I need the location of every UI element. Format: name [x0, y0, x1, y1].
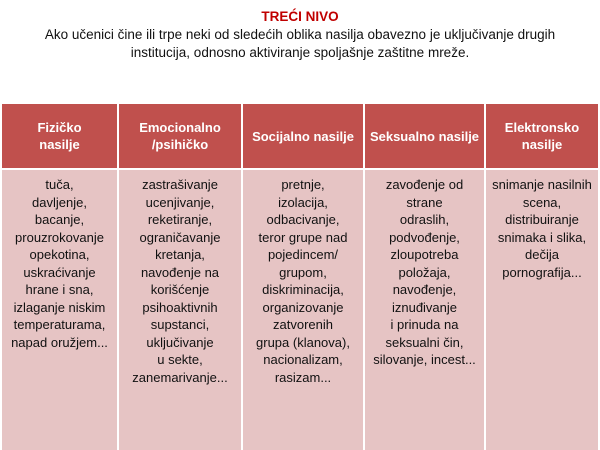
violence-types-table — [2, 104, 598, 450]
column-header-text: nasilje — [521, 137, 563, 152]
list-item: napad oružjem... — [11, 334, 108, 350]
list-item: snimanje nasilnih — [492, 177, 592, 192]
list-item: prouzrokovanje — [15, 229, 104, 245]
column-header-text: Socijalno nasilje — [252, 128, 354, 144]
list-item: tuča, — [45, 177, 74, 192]
list-item: temperaturama, — [13, 317, 106, 332]
slide-title: TREĆI NIVO — [261, 9, 339, 24]
column-header-seksualno-nasilje — [365, 104, 486, 168]
column-header-text: Fizičko — [37, 120, 82, 135]
column-header-fizicko-nasilje — [2, 104, 119, 168]
column-body-socijalno-nasilje — [243, 168, 365, 450]
list-item: zavođenje od — [385, 177, 464, 192]
list-item: hrane i sna, — [25, 282, 94, 297]
list-item: psihoaktivnih — [142, 299, 218, 315]
list-item: položaja, — [398, 264, 451, 280]
column-body-seksualno-nasilje — [365, 168, 486, 450]
list-item: strane — [406, 194, 443, 210]
list-item: izlaganje niskim — [13, 299, 106, 315]
column-header-text: /psihičko — [151, 137, 209, 152]
list-item: opekotina, — [29, 247, 90, 262]
list-item: zanemarivanje... — [132, 369, 228, 385]
list-item: silovanje, incest... — [373, 352, 476, 367]
list-item: pornografija... — [502, 264, 582, 280]
list-item: grupom, — [279, 264, 327, 280]
list-item: nacionalizam, — [263, 352, 343, 367]
list-item: distribuiranje — [505, 212, 579, 227]
column-body-fizicko-nasilje — [2, 168, 119, 450]
list-item: diskriminacija, — [262, 282, 344, 297]
column-header-text: Emocionalno — [139, 120, 221, 135]
column-body-emocionalno-psihicko — [119, 168, 243, 450]
list-item: supstanci, — [150, 317, 210, 332]
column-header-text: nasilje — [39, 137, 80, 152]
list-item: seksualni čin, — [385, 334, 464, 350]
list-item: teror grupe nad — [258, 229, 348, 245]
subtitle-line-1: Ako učenici čine ili trpe neki od sledećih oblika nasilja obavezno je uključivanje drugih — [44, 27, 556, 42]
list-item: rasizam... — [274, 369, 332, 385]
list-item: pojedincem/ — [267, 247, 339, 262]
subtitle-line-2: institucija, odnosno aktiviranje spoljašnje zaštitne mreže. — [130, 45, 470, 60]
list-item: iznuđivanje — [391, 299, 458, 315]
list-item: zatvorenih — [273, 317, 333, 332]
list-item: organizovanje — [262, 299, 344, 315]
list-item: zloupotreba — [390, 247, 459, 262]
list-item: uključivanje — [146, 334, 214, 350]
list-item: snimaka i slika, — [497, 229, 587, 245]
list-item: podvođenje, — [389, 229, 460, 245]
list-item: korišćenje — [150, 282, 210, 297]
column-header-emocionalno-psihicko — [119, 104, 243, 168]
column-header-text: Elektronsko — [504, 120, 580, 135]
column-header-text: Seksualno nasilje — [369, 128, 480, 144]
list-item: navođenje, — [392, 282, 457, 297]
list-item: pretnje, — [281, 177, 325, 192]
list-item: kretanja, — [155, 247, 205, 262]
column-header-elektronsko-nasilje — [486, 104, 598, 168]
list-item: u sekte, — [157, 352, 203, 367]
list-item: i prinuda na — [390, 317, 459, 332]
list-item: izolacija, — [278, 194, 328, 210]
list-item: scena, — [522, 194, 562, 210]
list-item: davljenje, — [32, 194, 87, 210]
column-header-socijalno-nasilje — [243, 104, 365, 168]
list-item: navođenje na — [140, 264, 220, 280]
list-item: ucenjivanje, — [145, 194, 215, 210]
column-body-elektronsko-nasilje — [486, 168, 598, 450]
list-item: odraslih, — [399, 212, 450, 227]
list-item: odbacivanje, — [266, 212, 340, 227]
list-item: uskraćivanje — [23, 264, 96, 280]
list-item: bacanje, — [34, 212, 85, 227]
list-item: zastrašivanje — [142, 177, 218, 192]
list-item: dečija — [525, 247, 559, 262]
list-item: reketiranje, — [147, 212, 213, 227]
list-item: ograničavanje — [139, 229, 221, 245]
slide-header — [20, 8, 580, 62]
list-item: grupa (klanova), — [256, 334, 350, 350]
